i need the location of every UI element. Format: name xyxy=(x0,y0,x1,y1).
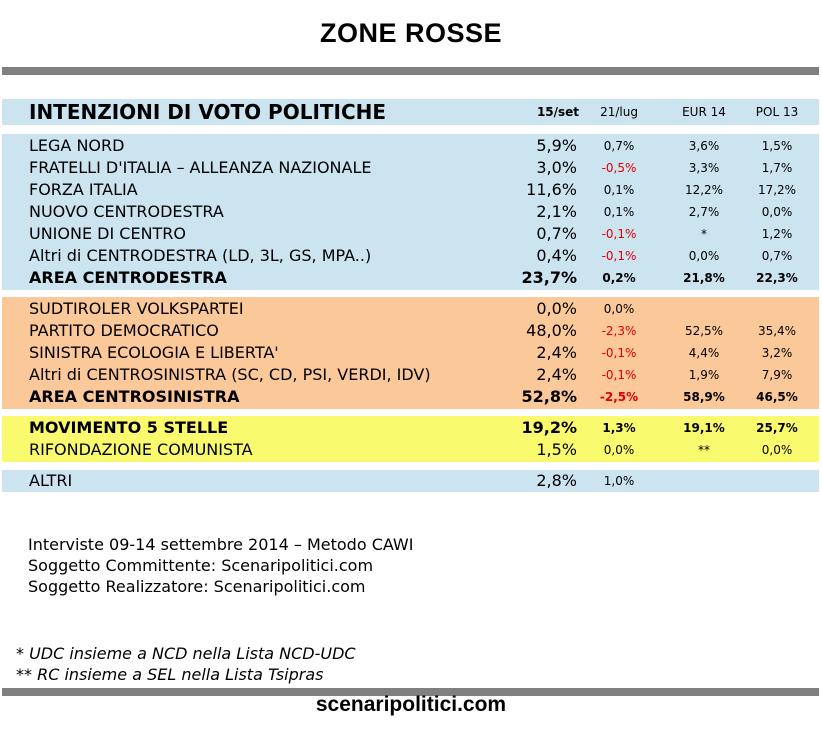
area-name: AREA CENTROSINISTRA xyxy=(29,387,240,406)
table-header xyxy=(2,99,819,124)
value-15set: 48,0% xyxy=(526,321,577,340)
value-15set: 11,6% xyxy=(526,180,577,199)
value-eur14: 12,2% xyxy=(684,183,724,197)
party-name: PARTITO DEMOCRATICO xyxy=(29,321,219,340)
col-header-pol13: POL 13 xyxy=(755,105,799,119)
table-row xyxy=(2,223,819,245)
value-eur14: ** xyxy=(698,443,710,457)
top-divider xyxy=(2,67,819,75)
value-eur14: * xyxy=(701,227,707,241)
value-pol13: 22,3% xyxy=(756,271,798,285)
value-pol13: 0,7% xyxy=(761,249,793,263)
value-pol13: 46,5% xyxy=(756,390,798,404)
party-name: FORZA ITALIA xyxy=(29,180,138,199)
value-21lug: -0,1% xyxy=(601,249,637,263)
footnote-rc: ** RC insieme a SEL nella Lista Tsipras xyxy=(16,665,324,684)
value-eur14: 1,9% xyxy=(688,368,720,382)
value-15set: 19,2% xyxy=(521,418,577,437)
table-row xyxy=(2,157,819,179)
table-row xyxy=(2,179,819,201)
party-name: UNIONE DI CENTRO xyxy=(29,224,187,243)
value-21lug: 0,0% xyxy=(603,443,635,457)
site-name: scenaripolitici.com xyxy=(315,693,507,716)
value-15set: 0,7% xyxy=(536,224,577,243)
value-15set: 52,8% xyxy=(521,387,577,406)
value-15set: 2,4% xyxy=(536,365,577,384)
value-pol13: 1,7% xyxy=(761,161,793,175)
value-15set: 0,4% xyxy=(536,246,577,265)
col-header-21lug: 21/lug xyxy=(600,105,638,119)
value-pol13: 35,4% xyxy=(757,324,797,338)
realizzatore-note: Soggetto Realizzatore: Scenaripolitici.com xyxy=(28,577,366,596)
party-name: Altri di CENTRODESTRA (LD, 3L, GS, MPA..) xyxy=(29,246,372,265)
value-pol13: 1,5% xyxy=(761,139,793,153)
party-name: NUOVO CENTRODESTRA xyxy=(29,202,224,221)
survey-note: Interviste 09-14 settembre 2014 – Metodo CAWI xyxy=(28,535,414,554)
value-15set: 2,4% xyxy=(536,343,577,362)
table-row xyxy=(2,245,819,267)
party-name: RIFONDAZIONE COMUNISTA xyxy=(29,440,253,459)
value-eur14: 3,6% xyxy=(688,139,720,153)
value-21lug: 0,0% xyxy=(603,302,635,316)
value-15set: 2,1% xyxy=(536,202,577,221)
party-name: FRATELLI D'ITALIA – ALLEANZA NAZIONALE xyxy=(29,158,372,177)
party-name: SUDTIROLER VOLKSPARTEI xyxy=(29,299,244,318)
value-21lug: -0,5% xyxy=(601,161,637,175)
table-row xyxy=(2,364,819,386)
area-total-row xyxy=(2,267,819,289)
value-21lug: 1,0% xyxy=(603,474,635,488)
party-name: MOVIMENTO 5 STELLE xyxy=(29,418,229,437)
col-header-15set: 15/set xyxy=(536,105,580,119)
value-21lug: -0,1% xyxy=(601,346,637,360)
value-21lug: 1,3% xyxy=(602,421,636,435)
value-eur14: 3,3% xyxy=(688,161,720,175)
value-pol13: 17,2% xyxy=(757,183,797,197)
party-name: SINISTRA ECOLOGIA E LIBERTA' xyxy=(29,343,279,362)
table-row xyxy=(2,298,819,320)
party-name: Altri di CENTROSINISTRA (SC, CD, PSI, VERDI, IDV) xyxy=(29,365,431,384)
page-title: ZONE ROSSE xyxy=(319,18,503,48)
value-21lug: 0,1% xyxy=(603,205,635,219)
col-header-eur14: EUR 14 xyxy=(682,105,726,119)
value-pol13: 0,0% xyxy=(761,443,793,457)
table-row xyxy=(2,135,819,157)
table-row xyxy=(2,470,819,492)
table-row xyxy=(2,342,819,364)
value-15set: 2,8% xyxy=(536,471,577,490)
value-15set: 0,0% xyxy=(536,299,577,318)
value-21lug: 0,2% xyxy=(602,271,636,285)
value-eur14: 2,7% xyxy=(688,205,720,219)
value-21lug: -2,5% xyxy=(599,390,639,404)
value-21lug: 0,1% xyxy=(603,183,635,197)
value-eur14: 58,9% xyxy=(683,390,725,404)
value-21lug: -0,1% xyxy=(601,368,637,382)
m5s-row xyxy=(2,417,819,439)
table-row xyxy=(2,320,819,342)
value-eur14: 21,8% xyxy=(683,271,725,285)
value-eur14: 52,5% xyxy=(684,324,724,338)
party-name: LEGA NORD xyxy=(29,136,125,155)
table-title: INTENZIONI DI VOTO POLITICHE xyxy=(29,100,387,124)
footnote-udc: * UDC insieme a NCD nella Lista NCD-UDC xyxy=(16,644,356,663)
value-21lug: -2,3% xyxy=(601,324,637,338)
value-pol13: 1,2% xyxy=(761,227,793,241)
value-21lug: 0,7% xyxy=(603,139,635,153)
area-name: AREA CENTRODESTRA xyxy=(29,268,227,287)
value-21lug: -0,1% xyxy=(601,227,637,241)
value-eur14: 0,0% xyxy=(688,249,720,263)
table-row xyxy=(2,439,819,461)
area-total-row xyxy=(2,386,819,408)
value-15set: 5,9% xyxy=(536,136,577,155)
value-pol13: 3,2% xyxy=(761,346,793,360)
value-pol13: 0,0% xyxy=(761,205,793,219)
value-15set: 1,5% xyxy=(536,440,577,459)
committente-note: Soggetto Committente: Scenaripolitici.com xyxy=(28,556,374,575)
party-name: ALTRI xyxy=(29,471,73,490)
value-eur14: 4,4% xyxy=(688,346,720,360)
value-pol13: 7,9% xyxy=(761,368,793,382)
value-eur14: 19,1% xyxy=(683,421,725,435)
value-pol13: 25,7% xyxy=(756,421,798,435)
table-row xyxy=(2,201,819,223)
value-15set: 3,0% xyxy=(536,158,577,177)
value-15set: 23,7% xyxy=(521,268,577,287)
